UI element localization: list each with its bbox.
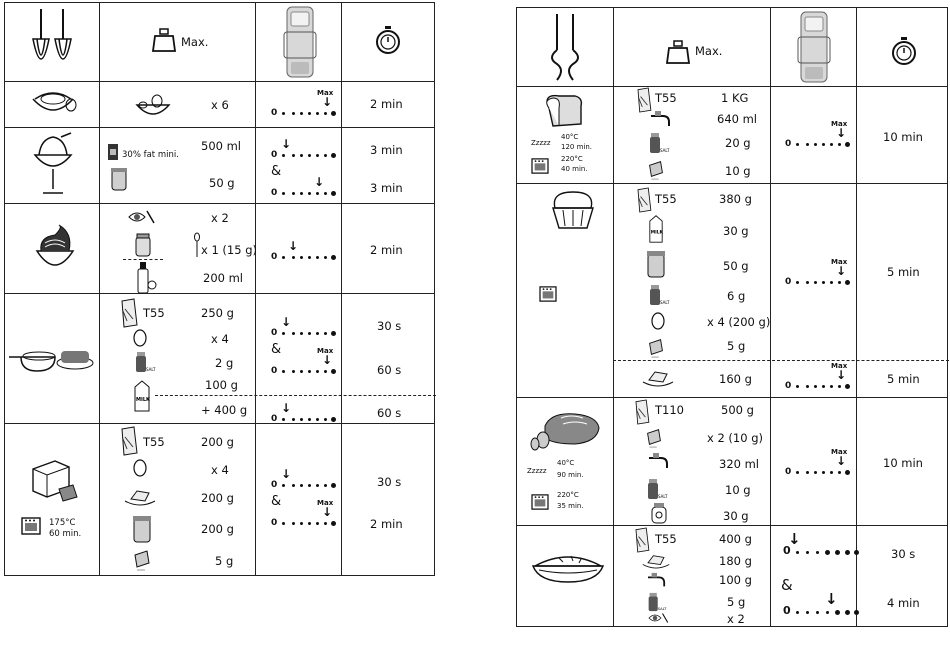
col-divider — [613, 8, 614, 626]
qty-yolks: x 2 — [727, 612, 745, 626]
row-divider — [5, 127, 434, 128]
timer-icon — [891, 36, 917, 66]
flour-type: T55 — [655, 91, 677, 105]
time-mayonnaise: 2 min — [370, 243, 403, 257]
yeast-packet-icon — [647, 336, 665, 358]
qty-salt: 6 g — [727, 289, 746, 303]
right-recipe-table — [516, 7, 948, 627]
water-tap-icon — [649, 110, 673, 130]
speed-indicator-max: 0 Max ↓ — [785, 120, 851, 150]
and-sign: & — [271, 342, 282, 357]
svg-text:SALT: SALT — [660, 300, 670, 305]
speed-indicator-max: 0 Max ↓ — [271, 499, 337, 529]
time-pie-1: 30 s — [891, 547, 916, 561]
flour-bag-icon — [633, 528, 651, 552]
speed-indicator-max: 0 Max ↓ — [785, 258, 851, 288]
svg-text:SALT: SALT — [146, 367, 156, 372]
flour-bag-icon — [635, 88, 653, 112]
rest-zzz: Zzzzz — [527, 467, 547, 475]
time-cake-2: 2 min — [370, 517, 403, 531]
qty-flour: 380 g — [719, 192, 752, 206]
speed-zero-label: 0 — [271, 108, 278, 118]
qty-water: 640 ml — [717, 112, 758, 126]
oven-duration: 60 min. — [49, 529, 82, 539]
qty-eggs: x 4 — [211, 332, 229, 346]
cake-loaf-icon — [29, 459, 79, 501]
speed-indicator-max: 0 Max ↓ — [785, 362, 851, 392]
oven-temp: 175°C — [49, 518, 76, 528]
qty-eggs: x 4 — [211, 463, 229, 477]
mixer-appliance-icon — [797, 11, 831, 83]
qty-mustard: x 1 (15 g) — [201, 243, 257, 257]
flour-type: T55 — [655, 532, 677, 546]
speed-arrow-icon: ↓ — [836, 368, 847, 382]
flour-type: T55 — [143, 435, 165, 449]
time-wholemeal: 10 min — [883, 456, 923, 470]
svg-text:SALT: SALT — [658, 494, 668, 499]
qty-butter: 180 g — [719, 554, 752, 568]
egg-yolk-icon — [647, 612, 669, 624]
kneading-hooks-icon — [545, 14, 585, 82]
qty-sugar: 200 g — [201, 522, 234, 536]
qty-yolks: x 2 — [211, 211, 229, 225]
oven-icon — [531, 494, 549, 510]
egg-icon — [133, 329, 147, 347]
oil-bottle-icon — [133, 261, 157, 295]
time-brioche-1: 5 min — [887, 265, 920, 279]
rest-duration: 90 min. — [557, 471, 584, 479]
flour-type: T55 — [143, 306, 165, 320]
speed-indicator-max: 0 Max ↓ — [271, 347, 337, 377]
row-divider — [5, 81, 434, 82]
speed-indicator-max: 0 Max ↓ — [785, 448, 851, 478]
row-divider — [5, 293, 434, 294]
svg-text:SALT: SALT — [657, 607, 667, 612]
qty-salt: 5 g — [727, 595, 746, 609]
rest-temp: 40°C — [557, 459, 575, 467]
dashed-divider — [613, 360, 949, 361]
qty-flour: 1 KG — [721, 91, 749, 105]
flour-type: T55 — [655, 192, 677, 206]
qty-oil: 200 ml — [203, 271, 244, 285]
qty-flour: 400 g — [719, 532, 752, 546]
max-header-label: Max. — [181, 35, 209, 49]
svg-text:MILK: MILK — [136, 397, 150, 403]
speed-indicator-low: 0 ↓ — [783, 528, 859, 558]
qty-sugar: 50 g — [209, 176, 235, 190]
time-pancakes-2: 60 s — [377, 363, 402, 377]
salt-shaker-icon — [647, 132, 670, 154]
speed-indicator-low: 0 ↓ — [271, 309, 337, 339]
ice-cream-cup-icon — [31, 133, 75, 197]
pancakes-pan-icon — [9, 343, 95, 377]
oven-temp: 220°C — [561, 155, 583, 163]
svg-text:SALT: SALT — [660, 148, 670, 153]
qty-water: 320 ml — [719, 457, 760, 471]
timer-icon — [375, 25, 401, 55]
baking-powder-icon — [133, 547, 151, 571]
speed-arrow-icon: ↓ — [322, 353, 333, 367]
spoon-icon — [194, 233, 200, 257]
sugar-jar-icon — [645, 250, 667, 278]
speed-indicator-high: 0 ↓ — [271, 169, 337, 199]
oven-duration: 40 min. — [561, 165, 588, 173]
cream-fat-label: 30% fat mini. — [122, 150, 179, 160]
qty-yeast: 10 g — [725, 164, 751, 178]
time-pancakes-3: 60 s — [377, 406, 402, 420]
qty-salt: 20 g — [725, 136, 751, 150]
flour-bag-icon — [119, 427, 139, 455]
speed-arrow-icon: ↓ — [281, 137, 292, 151]
max-header-label: Max. — [695, 44, 723, 58]
speed-indicator-high: 0 ↓ — [783, 588, 859, 618]
speed-arrow-icon: ↓ — [825, 590, 838, 608]
qty-cream: 500 ml — [201, 139, 242, 153]
speed-indicator-low: 0 ↓ — [271, 131, 337, 161]
row-divider — [5, 423, 434, 424]
qty-milk: 30 g — [723, 224, 749, 238]
and-sign: & — [781, 576, 793, 594]
oven-icon — [539, 286, 557, 302]
qty-salt: 2 g — [215, 356, 234, 370]
pie-icon — [531, 552, 605, 584]
flour-bag-icon — [633, 400, 651, 424]
oven-temp: 220°C — [557, 491, 579, 499]
row-divider — [517, 183, 947, 184]
yeast-packet-icon — [647, 158, 665, 180]
time-cream-1: 3 min — [370, 143, 403, 157]
milk-carton-icon — [133, 379, 151, 413]
qty-honey: 30 g — [723, 509, 749, 523]
qty-butter: 200 g — [201, 491, 234, 505]
time-pancakes-1: 30 s — [377, 319, 402, 333]
speed-indicator-low: 0 ↓ — [271, 233, 337, 263]
rest-temp: 40°C — [561, 133, 579, 141]
salt-shaker-icon — [133, 351, 156, 373]
time-cream-2: 3 min — [370, 181, 403, 195]
qty-flour: 200 g — [201, 435, 234, 449]
speed-indicator-max — [271, 89, 337, 119]
sugar-jar-icon — [131, 515, 153, 543]
mayonnaise-bowl-icon — [33, 225, 77, 277]
row-divider — [5, 203, 434, 204]
flour-bag-icon — [119, 299, 139, 327]
and-sign: & — [271, 494, 282, 509]
weight-icon — [151, 27, 177, 53]
butter-dish-icon — [641, 368, 675, 388]
mixer-appliance-icon — [283, 6, 317, 78]
qty-baking-powder: 5 g — [215, 554, 234, 568]
speed-arrow-icon: ↓ — [314, 175, 325, 189]
butter-dish-icon — [641, 552, 671, 570]
qty-water: 100 g — [719, 573, 752, 587]
speed-arrow-icon: ↓ — [288, 239, 299, 253]
weight-icon — [665, 39, 691, 65]
wholemeal-loaf-icon — [531, 410, 603, 450]
flour-type: T110 — [655, 403, 684, 417]
oven-duration: 35 min. — [557, 502, 584, 510]
speed-arrow-icon: ↓ — [788, 530, 801, 548]
left-recipe-table — [4, 2, 435, 576]
time-brioche-2: 5 min — [887, 372, 920, 386]
time-bread: 10 min — [883, 130, 923, 144]
yeast-packet-icon — [645, 426, 663, 448]
bread-loaf-icon — [541, 94, 585, 128]
egg-icon — [133, 459, 147, 477]
speed-arrow-icon: ↓ — [281, 315, 292, 329]
speed-arrow-icon: ↓ — [836, 126, 847, 140]
egg-icon — [651, 312, 665, 330]
svg-text:MILK: MILK — [650, 230, 663, 236]
rest-zzz: Zzzzz — [531, 139, 551, 147]
milk-carton-icon — [647, 214, 665, 244]
qty-yeast: x 2 (10 g) — [707, 431, 763, 445]
rest-duration: 120 min. — [561, 143, 593, 151]
whisk-beaters-icon — [27, 9, 81, 77]
flour-bag-icon — [635, 188, 653, 212]
row-divider — [517, 86, 947, 87]
col-divider — [99, 3, 100, 575]
cream-carton-icon — [107, 143, 119, 161]
qty-milk: 100 g — [205, 378, 238, 392]
speed-indicator-low: 0 ↓ — [271, 461, 337, 491]
speed-max-label: Max — [317, 89, 334, 97]
honey-jar-icon — [649, 502, 669, 524]
mustard-jar-icon — [133, 233, 153, 257]
time-pie-2: 4 min — [887, 596, 920, 610]
speed-arrow-icon: ↓ — [281, 401, 292, 415]
qty-egg-whites: x 6 — [211, 98, 229, 112]
salt-shaker-icon — [645, 478, 668, 500]
qty-flour: 500 g — [721, 403, 754, 417]
speed-arrow-icon: ↓ — [322, 95, 333, 109]
qty-sugar: 50 g — [723, 259, 749, 273]
speed-arrow-icon: ↓ — [281, 467, 292, 481]
egg-separator-icon — [135, 93, 171, 121]
speed-arrow-icon: ↓ — [836, 264, 847, 278]
egg-whites-bowl-icon — [29, 85, 77, 121]
oven-icon — [531, 158, 549, 174]
water-tap-icon — [647, 452, 671, 472]
dashed-divider — [123, 259, 163, 260]
egg-yolk-icon — [127, 209, 155, 225]
qty-butter: 160 g — [719, 372, 752, 386]
col-divider — [341, 3, 342, 575]
salt-shaker-icon — [645, 592, 665, 612]
qty-milk-extra: + 400 g — [201, 403, 248, 417]
qty-salt: 10 g — [725, 483, 751, 497]
speed-indicator-low: 0 ↓ — [271, 395, 337, 425]
butter-dish-icon — [123, 487, 157, 507]
time-cake-1: 30 s — [377, 475, 402, 489]
time-egg-whites: 2 min — [370, 97, 403, 111]
oven-icon — [21, 517, 41, 535]
speed-arrow-icon: ↓ — [322, 505, 333, 519]
qty-yeast: 5 g — [727, 339, 746, 353]
qty-flour: 250 g — [201, 306, 234, 320]
and-sign: & — [271, 164, 282, 179]
col-divider — [255, 3, 256, 575]
sugar-jar-icon — [109, 167, 129, 191]
qty-eggs: x 4 (200 g) — [707, 315, 771, 329]
row-divider — [517, 525, 947, 526]
speed-arrow-icon: ↓ — [836, 454, 847, 468]
salt-shaker-icon — [647, 284, 670, 306]
brioche-icon — [549, 188, 597, 230]
row-divider — [517, 397, 947, 398]
water-tap-icon — [645, 572, 669, 590]
